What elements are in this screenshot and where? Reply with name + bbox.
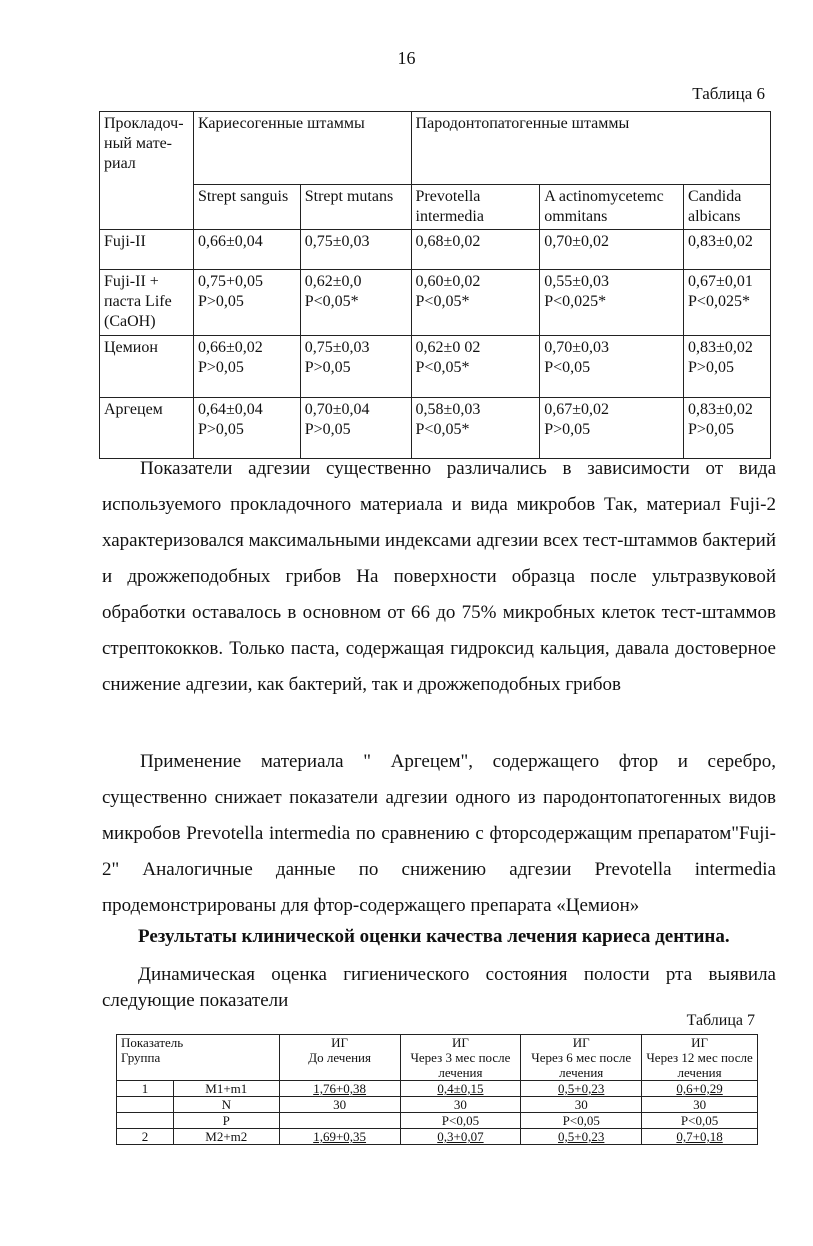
value-cell: 0,62±0,0 P<0,05* xyxy=(300,270,411,336)
value-cell: 30 xyxy=(521,1097,642,1113)
value-cell: 0,64±0,04 P>0,05 xyxy=(193,398,300,459)
table6-caption: Таблица 6 xyxy=(692,84,765,103)
p-value: P>0,05 xyxy=(304,421,351,438)
value-cell: 0,60±0,02 P<0,05* xyxy=(411,270,540,336)
value-cell: 0,5+0,23 xyxy=(521,1129,642,1145)
value-cell: P<0,05 xyxy=(642,1113,758,1129)
value-cell: 0,75+0,05 P>0,05 xyxy=(193,270,300,336)
strain-header: A actinomycetemc ommitans xyxy=(540,185,684,230)
param-cell: P xyxy=(173,1113,279,1129)
section-heading: Результаты клинической оценки качества лечения кариеса дентина. xyxy=(138,926,730,947)
value-cell xyxy=(279,1113,400,1129)
strain-header: Candida albicans xyxy=(684,185,771,230)
p-value: P>0,05 xyxy=(688,359,734,376)
value-cell: 0,62±0 02 P<0,05* xyxy=(411,336,540,398)
table-row xyxy=(100,336,771,398)
corner-header: Показатель Группа xyxy=(117,1035,280,1081)
paragraph-hygiene: Динамическая оценка гигиенического состояния полости рта выявила следующие показатели xyxy=(102,964,776,1011)
strain-header: Strept sanguis xyxy=(193,185,300,230)
table7-caption: Таблица 7 xyxy=(686,1012,755,1029)
p-value: P<0,025* xyxy=(544,293,607,310)
group-cell xyxy=(117,1097,174,1113)
group-header-cariogenic: Кариесогенные штаммы xyxy=(193,112,411,185)
material-cell: Цемион xyxy=(100,336,194,398)
value-cell: 0,67±0,01 P<0,025* xyxy=(684,270,771,336)
p-value: P<0,05* xyxy=(304,293,359,310)
p-value: P<0,05* xyxy=(415,359,470,376)
param-cell: M2+m2 xyxy=(173,1129,279,1145)
value-cell: 0,3+0,07 xyxy=(400,1129,521,1145)
value-cell: 30 xyxy=(400,1097,521,1113)
value-cell: 0,70±0,03 P<0,05 xyxy=(540,336,684,398)
value-cell: 0,83±0,02 P>0,05 xyxy=(684,398,771,459)
group-cell xyxy=(117,1113,174,1129)
p-value: P<0,05 xyxy=(544,359,591,376)
value-cell: 0,83±0,02 xyxy=(684,230,771,270)
p-value: P>0,05 xyxy=(197,421,244,438)
value-cell: P<0,05 xyxy=(400,1113,521,1129)
p-value: P<0,05* xyxy=(415,421,470,438)
value-cell: 0,7+0,18 xyxy=(642,1129,758,1145)
value-cell: 0,4±0,15 xyxy=(400,1081,521,1097)
material-cell: Fuji-II + паста Life (CaOH) xyxy=(100,270,194,336)
group-header-periodontopathogenic: Пародонтопатогенные штаммы xyxy=(411,112,770,185)
value-cell: 0,55±0,03 P<0,025* xyxy=(540,270,684,336)
value-cell: 0,70±0,02 xyxy=(540,230,684,270)
table-row xyxy=(117,1129,758,1145)
p-value: P>0,05 xyxy=(304,359,351,376)
value-cell: 0,75±0,03 xyxy=(300,230,411,270)
table7 xyxy=(116,1034,758,1145)
strain-header: Prevotella intermedia xyxy=(411,185,540,230)
param-cell: M1+m1 xyxy=(173,1081,279,1097)
value-cell: 0,70±0,04 P>0,05 xyxy=(300,398,411,459)
p-value: P>0,05 xyxy=(197,359,244,376)
col-header: ИГ Через 12 мес после лечения xyxy=(642,1035,758,1081)
col-header: ИГ До лечения xyxy=(279,1035,400,1081)
table-row xyxy=(100,398,771,459)
p-value: P>0,05 xyxy=(688,421,734,438)
table-row xyxy=(117,1081,758,1097)
value-cell: 1,69+0,35 xyxy=(279,1129,400,1145)
value-cell: 30 xyxy=(279,1097,400,1113)
material-cell: Fuji-II xyxy=(100,230,194,270)
value-cell: 30 xyxy=(642,1097,758,1113)
p-value: P>0,05 xyxy=(197,293,244,310)
table6 xyxy=(99,111,771,459)
value-cell: 0,66±0,04 xyxy=(193,230,300,270)
value-cell: P<0,05 xyxy=(521,1113,642,1129)
value-cell: 0,66±0,02 P>0,05 xyxy=(193,336,300,398)
value-cell: 1,76+0,38 xyxy=(279,1081,400,1097)
material-cell: Аргецем xyxy=(100,398,194,459)
paragraph-argecem: Применение материала " Аргецем", содержащего фтор и серебро, существенно снижает показатели адгезии одного из пародонтопатогенных видов микробов Prevotella intermedia по сравнению с фторсодержащим препаратом"Fuji-2" Аналогичные данные по снижению адгезии Prevotella intermedia продемонстрированы для фтор-содержащего препарата «Цемион» xyxy=(102,751,776,916)
page-number: 16 xyxy=(397,48,416,68)
value-cell: 0,83±0,02 P>0,05 xyxy=(684,336,771,398)
param-cell: N xyxy=(173,1097,279,1113)
table-row xyxy=(100,270,771,336)
value-cell: 0,6+0,29 xyxy=(642,1081,758,1097)
value-cell: 0,5+0,23 xyxy=(521,1081,642,1097)
table-row xyxy=(117,1113,758,1129)
group-cell: 2 xyxy=(117,1129,174,1145)
table-row xyxy=(117,1097,758,1113)
p-value: P<0,025* xyxy=(688,293,750,310)
p-value: P>0,05 xyxy=(544,421,591,438)
group-cell: 1 xyxy=(117,1081,174,1097)
strain-header: Strept mutans xyxy=(300,185,411,230)
col-header: ИГ Через 3 мес после лечения xyxy=(400,1035,521,1081)
value-cell: 0,68±0,02 xyxy=(411,230,540,270)
paragraph-adhesion: Показатели адгезии существенно различались в зависимости от вида используемого прокладочного материала и вида микробов Так, материал Fuji-2 характеризовался максимальными индексами адгезии всех тест-штаммов бактерий и дрожжеподобных грибов На поверхности образца после ультразвуковой обработки оставалось в основном от 66 до 75% микробных клеток тест-штаммов стрептококков. Только паста, содержащая гидроксид кальция, давала достоверное снижение адгезии, как бактерий, так и дрожжеподобных грибов xyxy=(102,458,776,695)
value-cell: 0,75±0,03 P>0,05 xyxy=(300,336,411,398)
col-header: ИГ Через 6 мес после лечения xyxy=(521,1035,642,1081)
value-cell: 0,67±0,02 P>0,05 xyxy=(540,398,684,459)
table-row xyxy=(100,230,771,270)
corner-header: Прокладоч-ный мате-риал xyxy=(100,112,194,230)
value-cell: 0,58±0,03 P<0,05* xyxy=(411,398,540,459)
p-value: P<0,05* xyxy=(415,293,470,310)
